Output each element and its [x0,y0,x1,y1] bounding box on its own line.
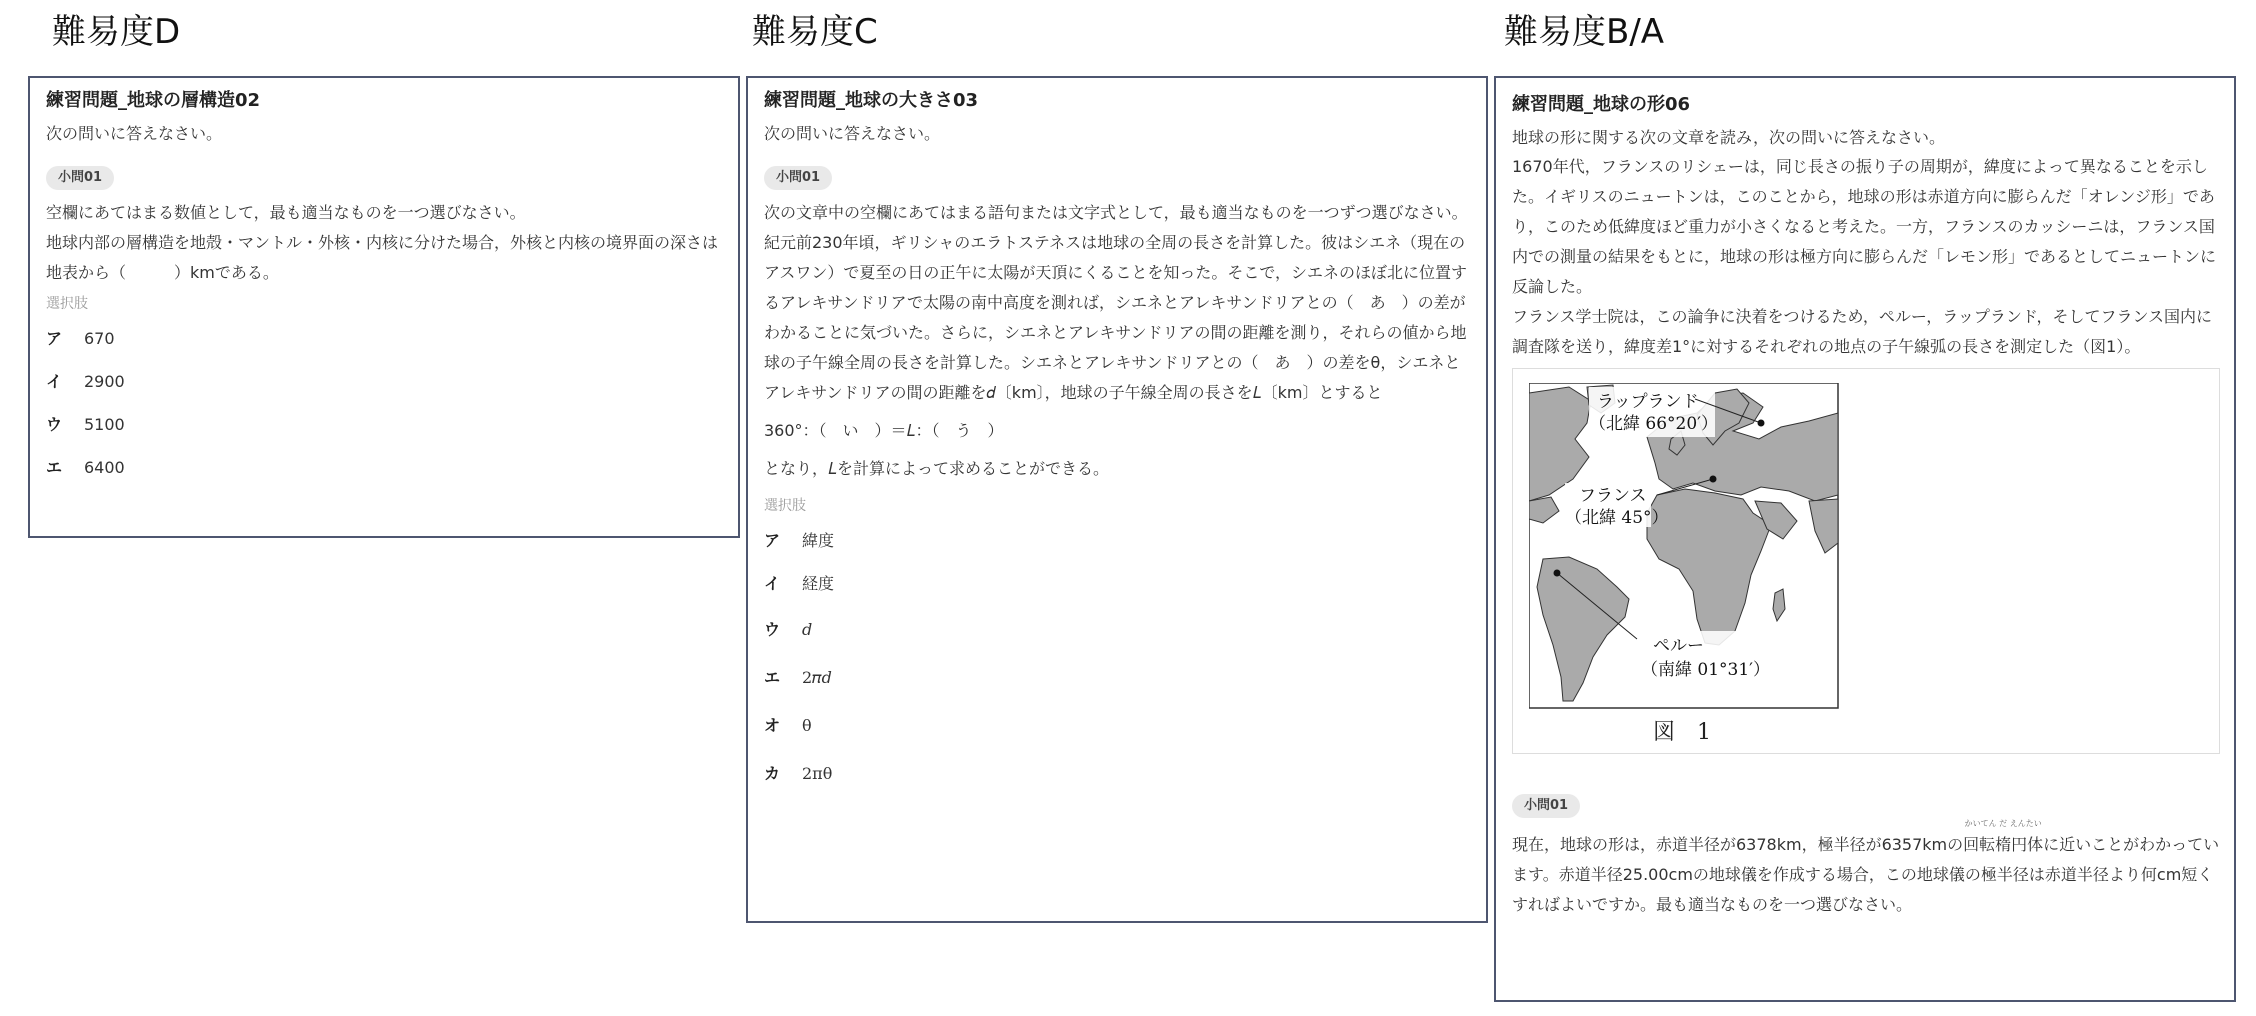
question-title: 練習問題_地球の層構造02 [46,90,261,111]
choice-value: 6400 [84,458,125,477]
choice-key: カ [764,764,781,783]
figure-box [1512,368,2220,754]
peru-marker [1554,570,1561,577]
choice-value: 𝑑 [802,620,813,639]
choice-option[interactable] [764,606,1472,654]
subquestion-badge: 小問01 [46,166,114,190]
question-card-ba [1494,76,2236,1002]
france-latitude: （北緯 45°） [1565,508,1669,528]
subquestion-badge: 小問01 [1512,794,1580,818]
question-title: 練習問題_地球の大きさ03 [764,90,979,111]
choice-key: ウ [46,415,63,434]
choice-key: ア [46,329,63,348]
choice-option[interactable] [764,702,1472,750]
choice-key: ア [764,531,781,550]
passage-paragraph: 1670年代，フランスのリシェーは，同じ長さの振り子の周期が，緯度によって異なることを示した。イギリスのニュートンは，このことから，地球の形は赤道方向に膨らんだ「オレンジ形」であり，このため低緯度ほど重力が小さくなると考えた。一方，フランスのカッシーニは，フランス国内での測量の結果をもとに，地球の形は極方向に膨らんだ「レモン形」であるとしてニュートンに反論した。 [1512,157,2217,296]
choice-key: エ [764,668,781,687]
france-label: フランス [1579,486,1647,506]
ruby-reading: かいてん だ えんたい [1964,819,2042,828]
choice-option[interactable] [764,750,1472,798]
choice-key: イ [46,372,63,391]
lapland-label: ラップランド [1597,392,1699,412]
world-map-figure [1529,383,1839,709]
figure-caption: 図 1 [1653,720,1711,745]
choices-label: 選択肢 [46,296,88,312]
lapland-latitude: （北緯 66°20′） [1589,414,1719,434]
question-text-post: に近いことがわかっています。赤道半径25.00cmの地球儀を作成する場合，この地球儀の極半径は赤道半径より何cm短くすればよいですか。最も適当なものを一つ選びなさい。 [1512,835,2220,914]
choice-value: 2πθ [802,764,833,783]
question-equation: 360°：（ い ）＝𝐿：（ う ） [764,421,1004,440]
column-heading-c: 難易度C [752,12,878,52]
question-text: 次の文章中の空欄にあてはまる語句または文字式として，最も適当なものを一つずつ選びなさい。 [764,203,1468,222]
question-passage: 紀元前230年頃，ギリシャのエラトステネスは地球の全周の長さを計算した。彼はシエネ（現在のアスワン）で夏至の日の正午に太陽が天頂にくることを知った。そこで，シエネのほぼ北に位置するアレキサンドリアで太陽の南中高度を測れば，シエネとアレキサンドリアとの（ あ ）の差がわかることに気づいた。さらに，シエネとアレキサンドリアの間の距離を測り，それらの値から地球の子午線全周の長さを計算した。シエネとアレキサンドリアとの（ あ ）の差をθ，シエネとアレキサンドリアの間の距離を𝑑〔km〕，地球の子午線全周の長さを𝐿〔km〕とすると [764,233,1468,402]
france-marker [1710,476,1717,483]
question-intro: 地球の形に関する次の文章を読み，次の問いに答えなさい。 [1512,128,1945,147]
question-title: 練習問題_地球の形06 [1512,94,1691,115]
question-text: 空欄にあてはまる数値として，最も適当なものを一つ選びなさい。 [46,203,526,222]
choice-key: エ [46,458,63,477]
column-heading-d: 難易度D [52,12,181,52]
lapland-marker [1758,420,1765,427]
ruby-term [1963,819,2044,860]
question-text-pre: 現在，地球の形は，赤道半径が6378km，極半径が6357kmの [1512,835,1964,854]
question-intro: 次の問いに答えなさい。 [764,124,941,143]
choice-value: 2900 [84,372,125,391]
choice-key: オ [764,716,781,735]
question-text [1512,819,2220,920]
choice-option[interactable] [764,520,1472,563]
choices-label: 選択肢 [764,498,806,514]
peru-label: ペルー [1653,636,1704,656]
choice-value: 緯度 [802,531,835,550]
choice-value: θ [802,716,812,735]
choice-key: イ [764,574,781,593]
choice-value: 2𝜋𝑑 [802,668,832,687]
choice-option[interactable] [764,563,1472,606]
question-card-c [746,76,1488,923]
peru-latitude: （南緯 01°31′） [1641,660,1771,680]
question-intro: 次の問いに答えなさい。 [46,124,223,143]
passage-paragraph: フランス学士院は，この論争に決着をつけるため，ペルー，ラップランド，そしてフランス国内に調査隊を送り，緯度差1°に対するそれぞれの地点の子午線弧の長さを測定した（図1）。 [1512,307,2213,356]
choice-value: 670 [84,329,115,348]
question-card-d [28,76,740,538]
choice-option[interactable] [764,654,1472,702]
choice-option[interactable] [46,404,724,447]
question-text: 地球内部の層構造を地殻・マントル・外核・内核に分けた場合，外核と内核の境界面の深さは地表から（ ）kmである。 [46,233,719,282]
choice-option[interactable] [46,361,724,404]
question-text: となり，𝐿を計算によって求めることができる。 [764,459,1110,478]
ruby-base: 回転楕円体 [1963,835,2044,854]
subquestion-badge: 小問01 [764,166,832,190]
choice-value: 5100 [84,415,125,434]
choice-key: ウ [764,620,781,639]
column-heading-ba: 難易度B/A [1504,12,1665,52]
choice-option[interactable] [46,447,724,490]
choice-value: 経度 [802,574,835,593]
choice-option[interactable] [46,318,724,361]
